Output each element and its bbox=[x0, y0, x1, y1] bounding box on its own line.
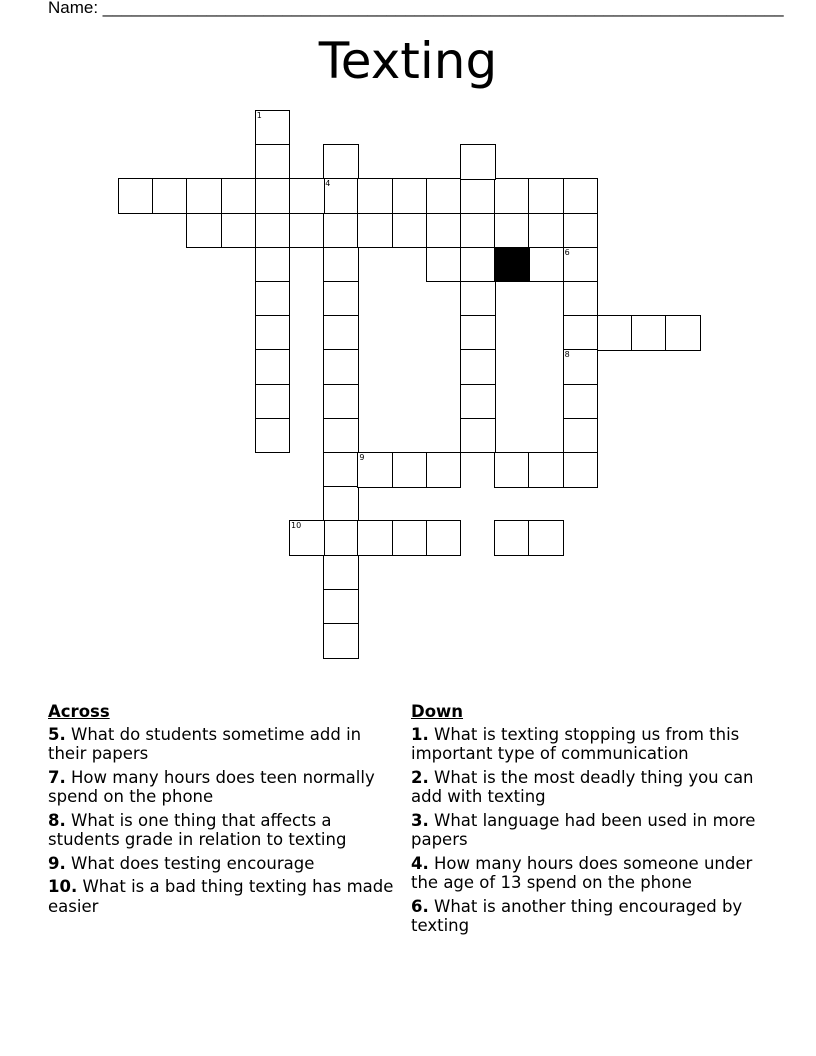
grid-cell[interactable] bbox=[460, 178, 496, 214]
grid-cell[interactable] bbox=[323, 486, 359, 522]
grid-cell[interactable] bbox=[563, 418, 599, 454]
grid-cell[interactable] bbox=[186, 178, 222, 214]
down-clue: 4. How many hours does someone under the age of 13 spend on the phone bbox=[411, 853, 753, 892]
grid-cell[interactable] bbox=[255, 315, 291, 351]
grid-cell[interactable] bbox=[426, 520, 462, 556]
grid-cell[interactable] bbox=[528, 520, 564, 556]
grid-cell[interactable] bbox=[255, 213, 291, 249]
grid-cell[interactable] bbox=[460, 213, 496, 249]
grid-cell[interactable] bbox=[460, 384, 496, 420]
grid-cell[interactable] bbox=[323, 418, 359, 454]
grid-cell[interactable] bbox=[323, 144, 359, 180]
clue-number: 9 bbox=[359, 453, 365, 462]
clue-number: 6 bbox=[564, 247, 570, 257]
grid-cell[interactable] bbox=[255, 144, 291, 180]
grid-cell[interactable] bbox=[460, 349, 496, 385]
grid-cell[interactable] bbox=[357, 452, 393, 488]
clue-number: 10 bbox=[291, 521, 302, 531]
grid-cell[interactable] bbox=[528, 452, 564, 488]
grid-cell[interactable] bbox=[460, 281, 496, 317]
grid-cell[interactable] bbox=[460, 144, 496, 180]
grid-cell[interactable] bbox=[392, 178, 428, 214]
down-clue: 1. What is texting stopping us from this important type of communication bbox=[411, 724, 740, 763]
grid-cell[interactable] bbox=[563, 315, 599, 351]
grid-cell[interactable] bbox=[323, 384, 359, 420]
grid-cell[interactable] bbox=[528, 247, 564, 283]
grid-cell[interactable] bbox=[563, 384, 599, 420]
grid-cell[interactable] bbox=[460, 418, 496, 454]
grid-cell[interactable] bbox=[255, 110, 291, 146]
grid-cell[interactable] bbox=[563, 349, 599, 385]
grid-cell[interactable] bbox=[255, 247, 291, 283]
grid-cell[interactable] bbox=[426, 452, 462, 488]
grid-cell[interactable] bbox=[323, 213, 359, 249]
grid-cell[interactable] bbox=[152, 178, 188, 214]
grid-cell[interactable] bbox=[323, 623, 359, 659]
grid-cell[interactable] bbox=[597, 315, 633, 351]
down-clue: 6. What is another thing encouraged by texting bbox=[411, 896, 743, 935]
grid-cell[interactable] bbox=[323, 315, 359, 351]
across-clue: 5. What do students sometime add in their papers bbox=[48, 724, 362, 763]
grid-cell[interactable] bbox=[289, 178, 325, 214]
grid-cell[interactable] bbox=[186, 213, 222, 249]
grid-cell[interactable] bbox=[357, 178, 393, 214]
grid-cell[interactable] bbox=[323, 589, 359, 625]
across-heading: Across bbox=[48, 702, 110, 721]
grid-cell[interactable] bbox=[528, 178, 564, 214]
grid-cell[interactable] bbox=[631, 315, 667, 351]
across-clues bbox=[48, 702, 403, 920]
grid-cell[interactable] bbox=[323, 520, 359, 556]
grid-cell[interactable] bbox=[665, 315, 701, 351]
across-clue: 8. What is one thing that affects a students grade in relation to texting bbox=[48, 810, 347, 849]
across-clue: 7. How many hours does teen normally spend on the phone bbox=[48, 767, 375, 806]
down-heading: Down bbox=[411, 702, 464, 721]
clue-number: 1 bbox=[256, 111, 262, 120]
clue-number: 4 bbox=[325, 179, 331, 189]
grid-cell[interactable] bbox=[563, 178, 599, 214]
grid-cell[interactable] bbox=[392, 452, 428, 488]
grid-cell[interactable] bbox=[221, 178, 257, 214]
across-clue: 10. What is a bad thing texting has made easier bbox=[48, 877, 394, 916]
grid-cell[interactable] bbox=[255, 418, 291, 454]
black-cell bbox=[494, 247, 530, 283]
grid-cell[interactable] bbox=[528, 213, 564, 249]
grid-cell[interactable] bbox=[118, 178, 154, 214]
down-clue: 2. What is the most deadly thing you can add with texting bbox=[411, 767, 754, 806]
grid-cell[interactable] bbox=[289, 213, 325, 249]
grid-cell[interactable] bbox=[563, 247, 599, 283]
down-clue: 3. What language had been used in more papers bbox=[411, 810, 756, 849]
grid-cell[interactable] bbox=[426, 178, 462, 214]
down-clues bbox=[411, 702, 766, 940]
grid-cell[interactable] bbox=[255, 384, 291, 420]
grid-cell[interactable] bbox=[494, 213, 530, 249]
grid-cell[interactable] bbox=[426, 247, 462, 283]
grid-cell[interactable] bbox=[494, 452, 530, 488]
grid-cell[interactable] bbox=[323, 555, 359, 591]
grid-cell[interactable] bbox=[494, 178, 530, 214]
grid-cell[interactable] bbox=[392, 520, 428, 556]
grid-cell[interactable] bbox=[563, 213, 599, 249]
grid-cell[interactable] bbox=[323, 178, 359, 214]
grid-cell[interactable] bbox=[460, 247, 496, 283]
across-clue: 9. What does testing encourage bbox=[48, 853, 315, 873]
grid-cell[interactable] bbox=[323, 349, 359, 385]
clue-number: 8 bbox=[564, 350, 570, 360]
page-title: Texting bbox=[318, 32, 498, 90]
name-line[interactable]: Name: ________________________________________________________________________ bbox=[48, 0, 784, 17]
grid-cell[interactable] bbox=[323, 247, 359, 283]
grid-cell[interactable] bbox=[563, 452, 599, 488]
grid-cell[interactable] bbox=[323, 281, 359, 317]
grid-cell[interactable] bbox=[392, 213, 428, 249]
grid-cell[interactable] bbox=[460, 315, 496, 351]
grid-cell[interactable] bbox=[255, 349, 291, 385]
grid-cell[interactable] bbox=[221, 213, 257, 249]
grid-cell[interactable] bbox=[357, 213, 393, 249]
grid-cell[interactable] bbox=[494, 520, 530, 556]
grid-cell[interactable] bbox=[563, 281, 599, 317]
grid-cell[interactable] bbox=[255, 178, 291, 214]
grid-cell[interactable] bbox=[255, 281, 291, 317]
grid-cell[interactable] bbox=[323, 452, 359, 488]
grid-cell[interactable] bbox=[289, 520, 325, 556]
grid-cell[interactable] bbox=[357, 520, 393, 556]
grid-cell[interactable] bbox=[426, 213, 462, 249]
